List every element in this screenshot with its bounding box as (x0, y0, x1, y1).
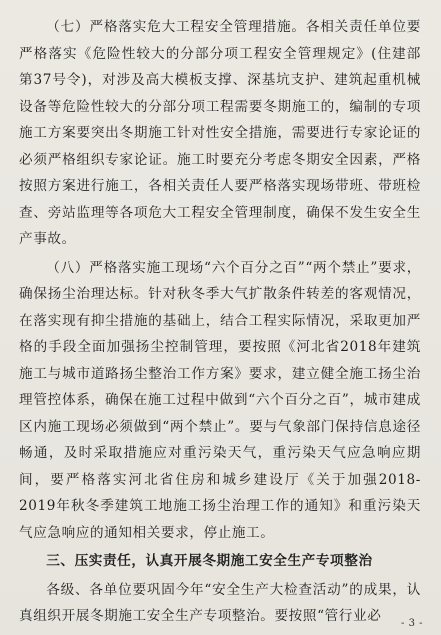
paragraph-section-3-body: 各级、各单位要巩固今年“安全生产大检查活动”的成果，认真组织开展冬期施工安全生产专项整治。要按照“管行业必 (19, 581, 421, 624)
section-heading-3: 三、压实责任，认真开展冬期施工安全生产专项整治 (46, 553, 373, 569)
page-number: - 3 - (401, 618, 423, 629)
paragraph-section-8: （八）严格落实施工现场“六个百分之百”“两个禁止”要求，确保扬尘治理达标。针对秋冬季大气扩散条件转差的客观情况，在落实现有抑尘措施的基础上，结合工程实际情况，采取更加严格的手段全面加强扬尘控制管理，要按照《河北省2018年建筑施工与城市道路扬尘整治工作方案》要求，建立健全施工扬尘治理管控体系，确保在施工过程中做到“六个百分之百”，城市建成区内施工现场必须做到“两个禁止”。要与气象部门保持信息途径畅通，及时采取措施应对重污染天气，重污染天气应急响应期间，要严格落实河北省住房和城乡建设厅《关于加强2018-2019年秋冬季建筑工地施工扬尘治理工作的通知》和重污染天气应急响应的通知相关要求，停止施工。 (19, 259, 421, 541)
paragraph-section-7: （七）严格落实危大工程安全管理措施。各相关责任单位要严格落实《危险性较大的分部分项工程安全管理规定》(住建部第37号令)，对涉及高大模板支撑、深基坑支护、建筑起重机械设备等危险性较大的分部分项工程需要冬期施工的，编制的专项施工方案要突出冬期施工针对性安全措施，需要进行专家论证的必须严格组织专家论证。施工时要充分考虑冬期安全因素，严格按照方案进行施工，各相关责任人要严格落实现场带班、带班检查、旁站监理等各项危大工程安全管理制度，确保不发生安全生产事故。 (19, 19, 421, 247)
